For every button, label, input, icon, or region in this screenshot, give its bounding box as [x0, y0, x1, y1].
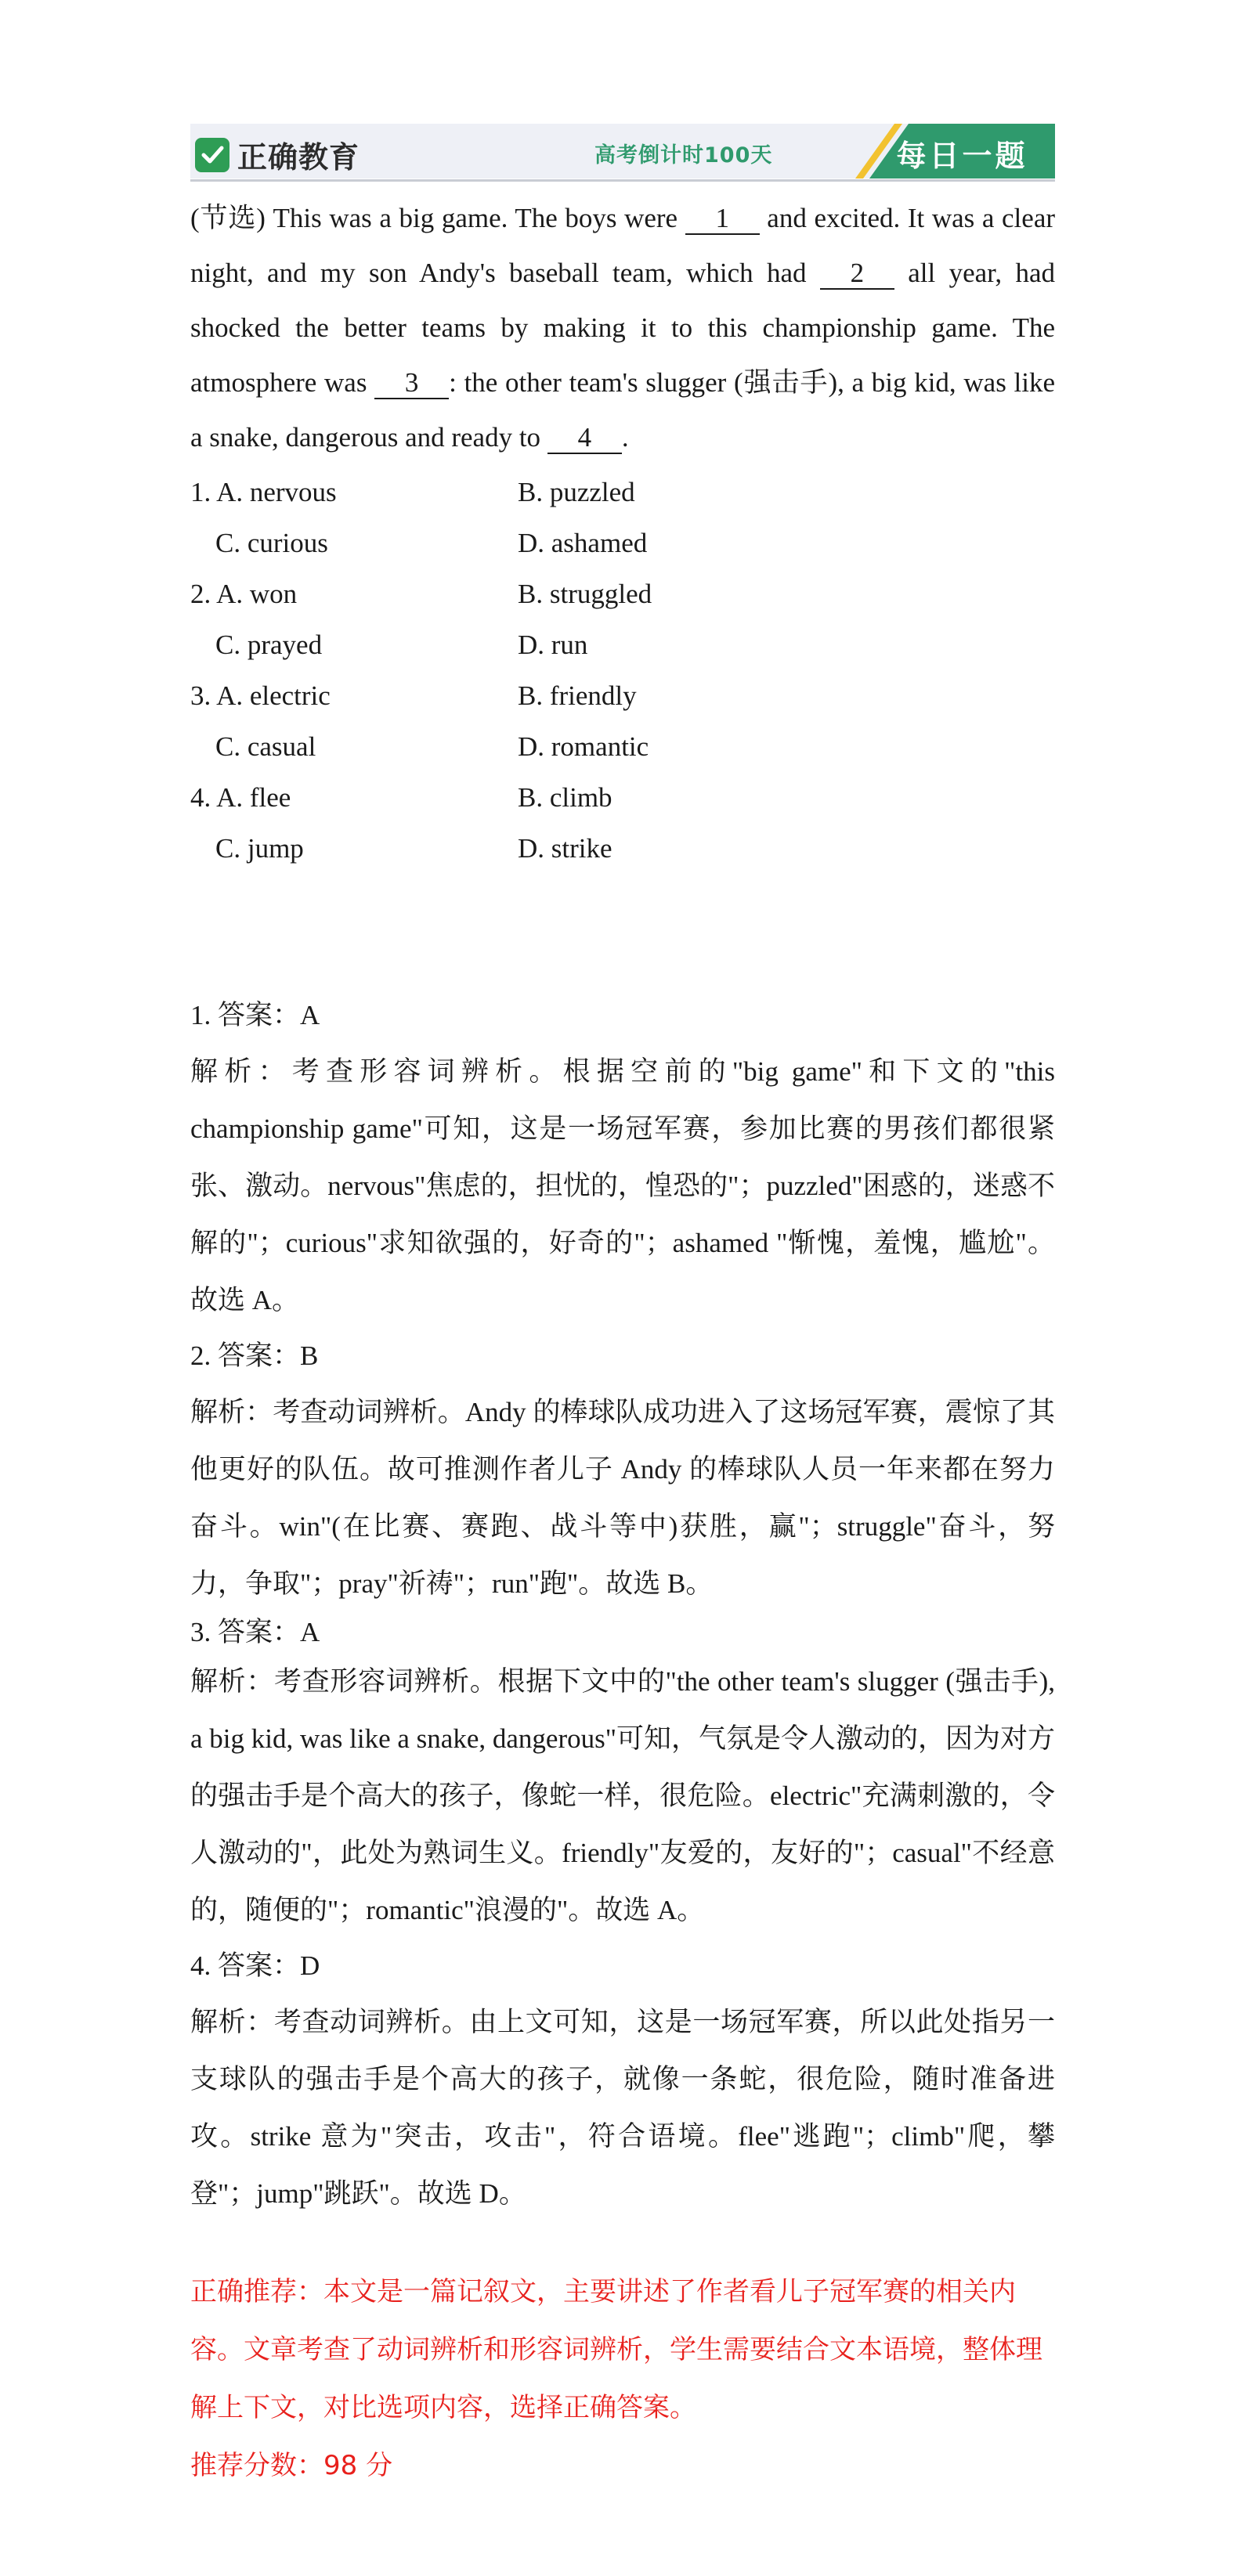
option-row [190, 467, 1055, 518]
spacer [190, 874, 1055, 988]
option-right: B. puzzled [518, 477, 635, 507]
option-right: D. strike [518, 833, 612, 864]
option-right: D. run [518, 630, 588, 660]
option-left: 3. A. electric [190, 680, 331, 711]
option-left: 4. A. flee [190, 782, 291, 813]
header-banner [190, 124, 1055, 179]
option-right: B. climb [518, 782, 612, 813]
recommendation-score: 推荐分数：98 分 [190, 2450, 393, 2481]
answer-title: 2. 答案：B [190, 1340, 319, 1371]
option-left: C. jump [215, 833, 304, 864]
passage-segment: : the other team's slugger (强击手), a big kid, was like a snake, dangerous and ready to [190, 367, 1055, 453]
checkmark-icon [195, 138, 229, 172]
answer-title: 4. 答案：D [190, 1950, 320, 1981]
option-left: C. casual [215, 731, 316, 762]
brand-name: 正确教育 [237, 140, 360, 175]
ribbon-label: 每日一题 [896, 139, 1028, 173]
option-row [190, 518, 1055, 568]
option-row [190, 619, 1055, 670]
option-row [190, 772, 1055, 823]
answers-section [190, 988, 1055, 2222]
answer-explanation: 解析：考查形容词辨析。根据下文中的"the other team's slugger (强击手), a big kid, was like a snake, dangerous"可知，气氛是令人激动的，因为对方的强击手是个高大的孩子，像蛇一样，很危险。electric"充满刺激的，令人激动的"，此处为熟词生义。friendly"友爱的，友好的"；casual"不经意的，随便的"；romantic"浪漫的"。故选 A。 [190, 1666, 1056, 1925]
answer-title: 1. 答案：A [190, 1000, 320, 1030]
option-row [190, 721, 1055, 772]
passage-segment: (节选) This was a big game. The boys were [190, 203, 685, 233]
passage-segment: . [621, 422, 629, 453]
answer-title: 3. 答案：A [190, 1617, 320, 1647]
daily-question-ribbon [824, 124, 1055, 179]
blank-1: 1 [685, 204, 760, 235]
passage-segment: and excited. It was a clear night, and my son Andy's baseball team, which had [190, 203, 1056, 288]
countdown-label: 高考倒计时100天 [594, 143, 773, 168]
option-right: D. ashamed [518, 528, 648, 558]
passage-segment: all year, had shocked the better teams by making it to this championship game. The atmosphere was [190, 258, 1056, 398]
answer-explanation: 解析：考查动词辨析。Andy 的棒球队成功进入了这场冠军赛，震惊了其他更好的队伍。故可推测作者儿子 Andy 的棒球队人员一年来都在努力奋斗。win"(在比赛、赛跑、战斗等中)获胜，赢"；struggle"奋斗，努力，争取"；pray"祈祷"；run"跑"。故选 B。 [190, 1397, 1055, 1599]
option-row [190, 568, 1055, 619]
options-list [190, 467, 1055, 874]
brand-logo [195, 133, 360, 176]
option-row [190, 823, 1055, 874]
option-right: D. romantic [518, 731, 649, 762]
option-left: 1. A. nervous [190, 477, 337, 507]
option-row [190, 670, 1055, 721]
option-right: B. struggled [518, 579, 652, 609]
option-left: C. curious [215, 528, 328, 558]
option-left: C. prayed [215, 630, 323, 660]
document-page [190, 124, 1055, 2495]
option-right: B. friendly [518, 680, 637, 711]
blank-4: 4 [547, 423, 622, 454]
passage-text [190, 191, 1055, 465]
banner-divider [190, 179, 1055, 182]
blank-2: 2 [820, 258, 894, 290]
answer-explanation: 解析：考查形容词辨析。根据空前的"big game"和下文的"this championship game"可知，这是一场冠军赛，参加比赛的男孩们都很紧张、激动。nervous"焦虑的，担忧的，惶恐的"；puzzled"困惑的，迷惑不解的"；curious"求知欲强的，好奇的"；ashamed "惭愧，羞愧，尴尬"。故选 A。 [190, 1056, 1055, 1315]
recommendation-text: 正确推荐：本文是一篇记叙文，主要讲述了作者看儿子冠军赛的相关内容。文章考查了动词辨析和形容词辨析，学生需要结合文本语境，整体理解上下文，对比选项内容，选择正确答案。 [190, 2276, 1042, 2423]
blank-3: 3 [374, 368, 449, 399]
option-left: 2. A. won [190, 579, 298, 609]
answer-explanation: 解析：考查动词辨析。由上文可知，这是一场冠军赛，所以此处指另一支球队的强击手是个高大的孩子，就像一条蛇，很危险，随时准备进攻。strike 意为"突击，攻击"，符合语境。flee"逃跑"；climb"爬，攀登"；jump"跳跃"。故选 D。 [190, 2007, 1055, 2209]
